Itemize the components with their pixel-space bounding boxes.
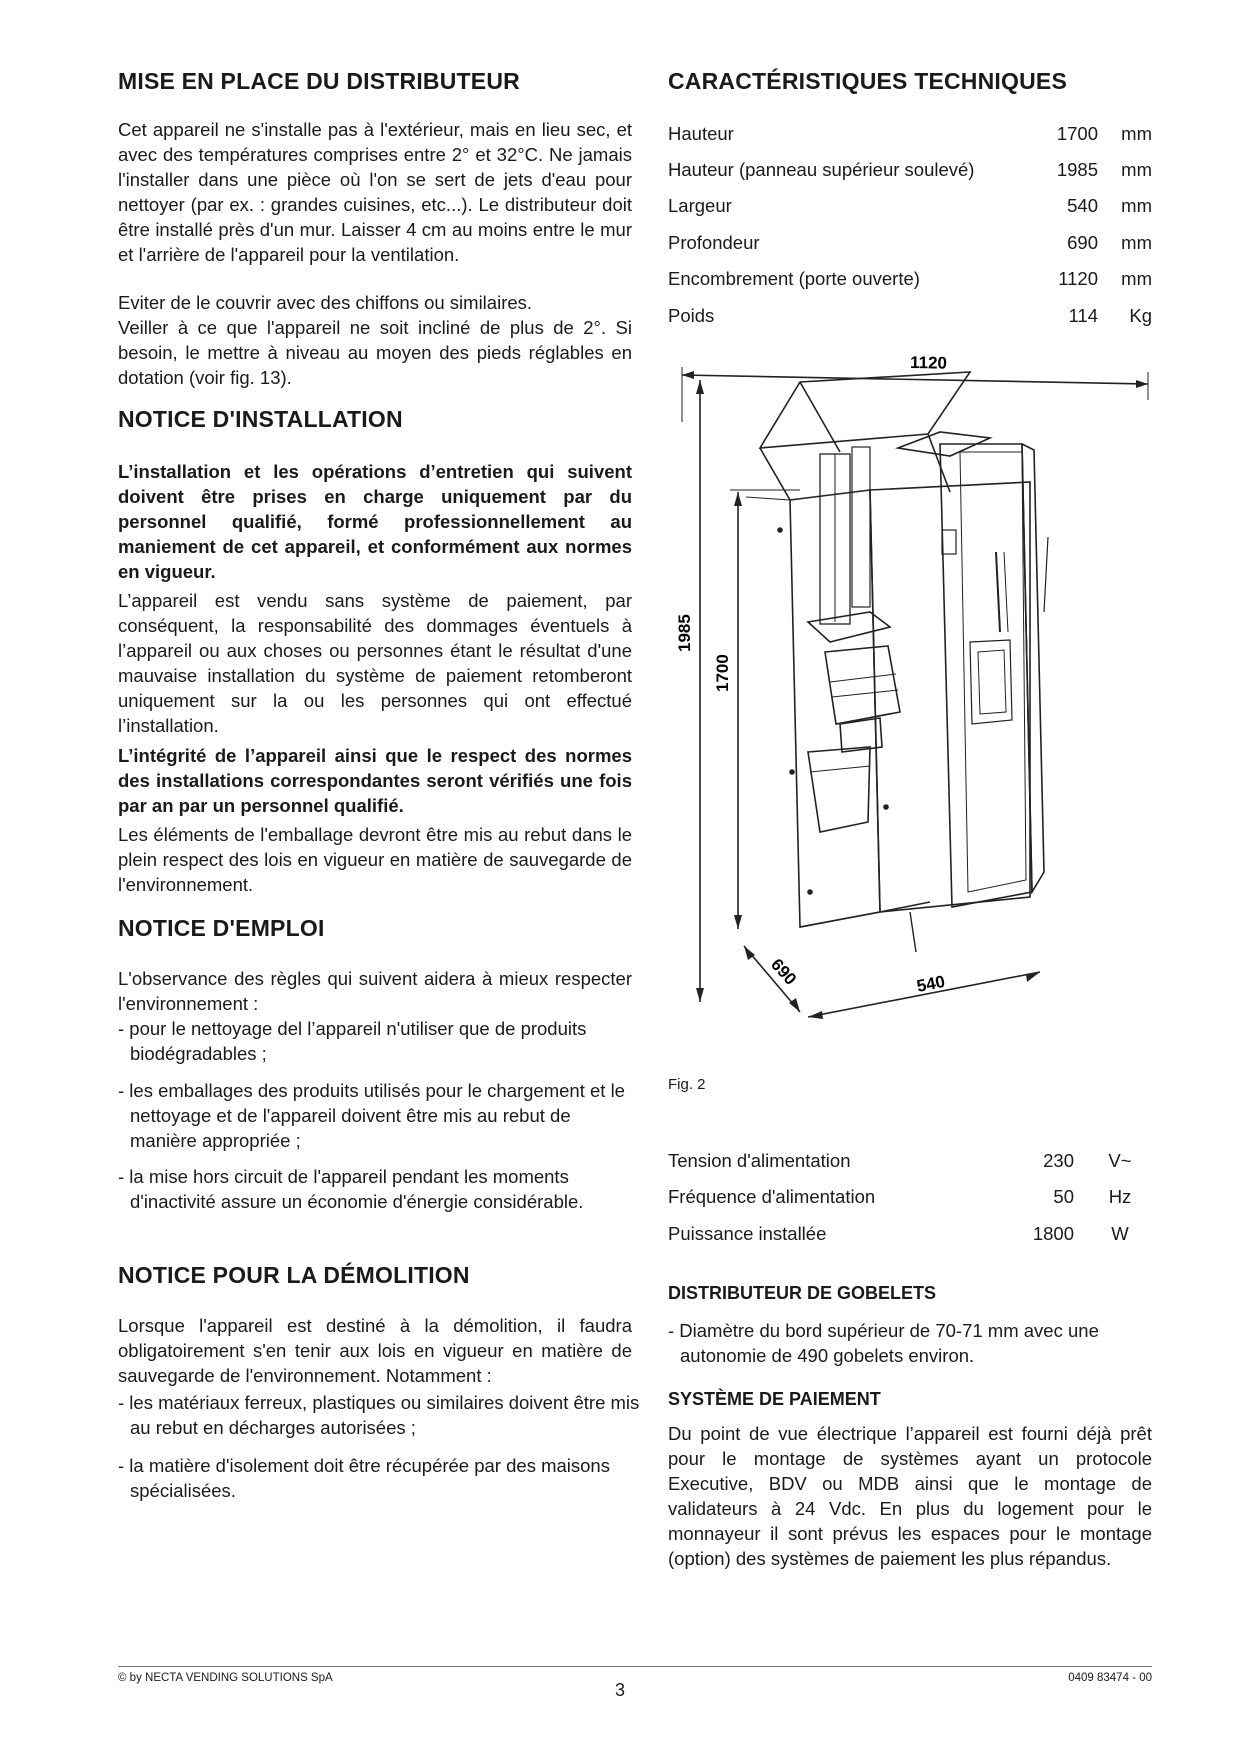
spec-value: 1120 [1058,268,1098,289]
emploi-paragraph: L'observance des règles qui suivent aidera à mieux respecter l'environnement : [118,968,632,1014]
dim-label-1120: 1120 [909,353,948,373]
mise-paragraph-3: Veiller à ce que l'appareil ne soit incliné de plus de 2°. Si besoin, le mettre à niveau au moyen des pieds réglables en dotation (voir fig. 13). [118,317,632,388]
spec-row-largeur [668,195,1152,225]
cup-holder [825,646,900,724]
section-title-installation: NOTICE D'INSTALLATION [118,406,403,432]
spec-value: 114 [1068,305,1098,326]
section-title-specs: CARACTÉRISTIQUES TECHNIQUES [668,68,1067,94]
footer-document-code: 0409 83474 - 00 [1068,1672,1152,1684]
spec-row-hauteur [668,123,1152,153]
mise-paragraph-1: Cet appareil ne s'installe pas à l'extérieur, mais en lieu sec, et avec des températures comprises entre 2° et 32°C. Ne jamais l'installer dans une pièce où l'on se sert de jets d'eau pour nettoyer (par ex. : grandes cuisines, etc...). Le distributeur doit être installé près d'un mur. Laisser 4 cm au moins entre le mur et l'arrière de l'appareil pour la ventilation. [118,119,632,265]
install-paragraph-2: Les éléments de l'emballage devront être mis au rebut dans le plein respect des lois en vigueur en matière de sauvegarde de l'environnement. [118,824,632,895]
spec-label: Fréquence d'alimentation [668,1186,876,1207]
dim-label-690: 690 [767,954,801,989]
spec-unit: mm [1121,195,1152,216]
dim-label-1700: 1700 [713,654,732,692]
demol-item-2: - la matière d'isolement doit être récupérée par des maisons spécialisées. [118,1455,610,1501]
section-title-mise-en-place: MISE EN PLACE DU DISTRIBUTEUR [118,68,520,94]
spec-row-frequence [668,1186,1152,1216]
spec-row-poids [668,305,1152,335]
section-title-gobelets: DISTRIBUTEUR DE GOBELETS [668,1283,937,1303]
spec-row-puissance [668,1223,1152,1253]
spec-row-hauteur-souleve [668,159,1152,189]
spec-value: 50 [1053,1186,1074,1207]
spec-row-encombrement [668,268,1152,298]
spec-unit: mm [1121,232,1152,253]
spec-value: 690 [1067,232,1098,253]
emploi-item-1: - pour le nettoyage del l’appareil n'utiliser que de produits biodégradables ; [118,1018,587,1064]
waste-bin [808,747,870,832]
footer-divider [118,1666,1152,1667]
spec-unit: mm [1121,159,1152,180]
install-bold-2: L’intégrité de l’appareil ainsi que le respect des normes des installations correspondantes seront vérifiés une fois par an par un personnel qualifié. [118,745,632,816]
spec-unit: mm [1121,123,1152,144]
payment-paragraph: Du point de vue électrique l’appareil est fourni déjà prêt pour le montage de systèmes ayant un protocole Executive, BDV ou MDB ainsi que le montage de validateurs à 24 Vdc. En plus du logement pour le monnayeur il sont prévus les espaces pour le montage (option) des systèmes de paiement les plus répandus. [668,1423,1152,1569]
spec-label: Largeur [668,195,732,216]
page-number: 3 [614,1680,625,1700]
spec-unit: mm [1121,268,1152,289]
footer-copyright: © by NECTA VENDING SOLUTIONS SpA [118,1672,333,1684]
spec-value: 230 [1043,1150,1074,1171]
emploi-item-3: - la mise hors circuit de l'appareil pendant les moments d'inactivité assure un économie d'énergie considérable. [118,1166,584,1212]
spec-label: Profondeur [668,232,760,253]
spec-value: 1800 [1032,1223,1074,1244]
dim-label-540: 540 [915,971,947,996]
spec-value: 540 [1067,195,1098,216]
spec-row-tension [668,1150,1152,1180]
demol-paragraph: Lorsque l'appareil est destiné à la démolition, il faudra obligatoirement s'en tenir aux lois en vigueur en matière de sauvegarde de l'environnement. Notamment : [118,1315,632,1386]
section-title-emploi: NOTICE D'EMPLOI [118,915,325,941]
spec-unit: Hz [1108,1186,1132,1207]
mise-paragraph-2: Eviter de le couvrir avec des chiffons ou similaires. [118,292,533,313]
dim-label-1985: 1985 [675,614,694,652]
vending-machine-drawing [660,352,1160,1052]
section-title-demolition: NOTICE POUR LA DÉMOLITION [118,1262,470,1288]
spec-value: 1700 [1056,123,1098,144]
spec-unit: W [1111,1223,1129,1244]
spec-label: Hauteur [668,123,734,144]
spec-label: Puissance installée [668,1223,827,1244]
raised-top-panel [760,372,970,448]
spec-value: 1985 [1056,159,1098,180]
install-bold-1: L’installation et les opérations d’entretien qui suivent doivent être prises en charge uniquement par du personnel qualifié, formé professionnellement au maniement de cet appareil, et conformément aux normes en vigueur. [118,461,632,582]
install-paragraph-1: L’appareil est vendu sans système de paiement, par conséquent, la responsabilité des dommages éventuels à l’appareil ou aux choses ou personnes étant le résultat d'une mauvaise installation du système de paiement retomberont uniquement sur la ou les personnes qui ont effectué l’installation. [118,590,632,736]
section-title-paiement: SYSTÈME DE PAIEMENT [668,1389,881,1409]
emploi-item-2: - les emballages des produits utilisés pour le chargement et le nettoyage et de l'appareil doivent être mis au rebut de manière appropriée ; [118,1080,625,1151]
spec-label: Hauteur (panneau supérieur soulevé) [668,159,975,180]
figure-caption: Fig. 2 [668,1076,706,1093]
dimension-line-1120 [682,375,1148,384]
demol-item-1: - les matériaux ferreux, plastiques ou similaires doivent être mis au rebut en décharges autorisées ; [118,1392,640,1438]
spec-label: Poids [668,305,715,326]
open-door [940,444,1032,907]
cups-item: - Diamètre du bord supérieur de 70-71 mm avec une autonomie de 490 gobelets environ. [668,1320,1099,1366]
spec-unit: V~ [1108,1150,1132,1171]
spec-label: Encombrement (porte ouverte) [668,268,920,289]
spec-label: Tension d'alimentation [668,1150,851,1171]
spec-unit: Kg [1129,305,1152,326]
spec-row-profondeur [668,232,1152,262]
